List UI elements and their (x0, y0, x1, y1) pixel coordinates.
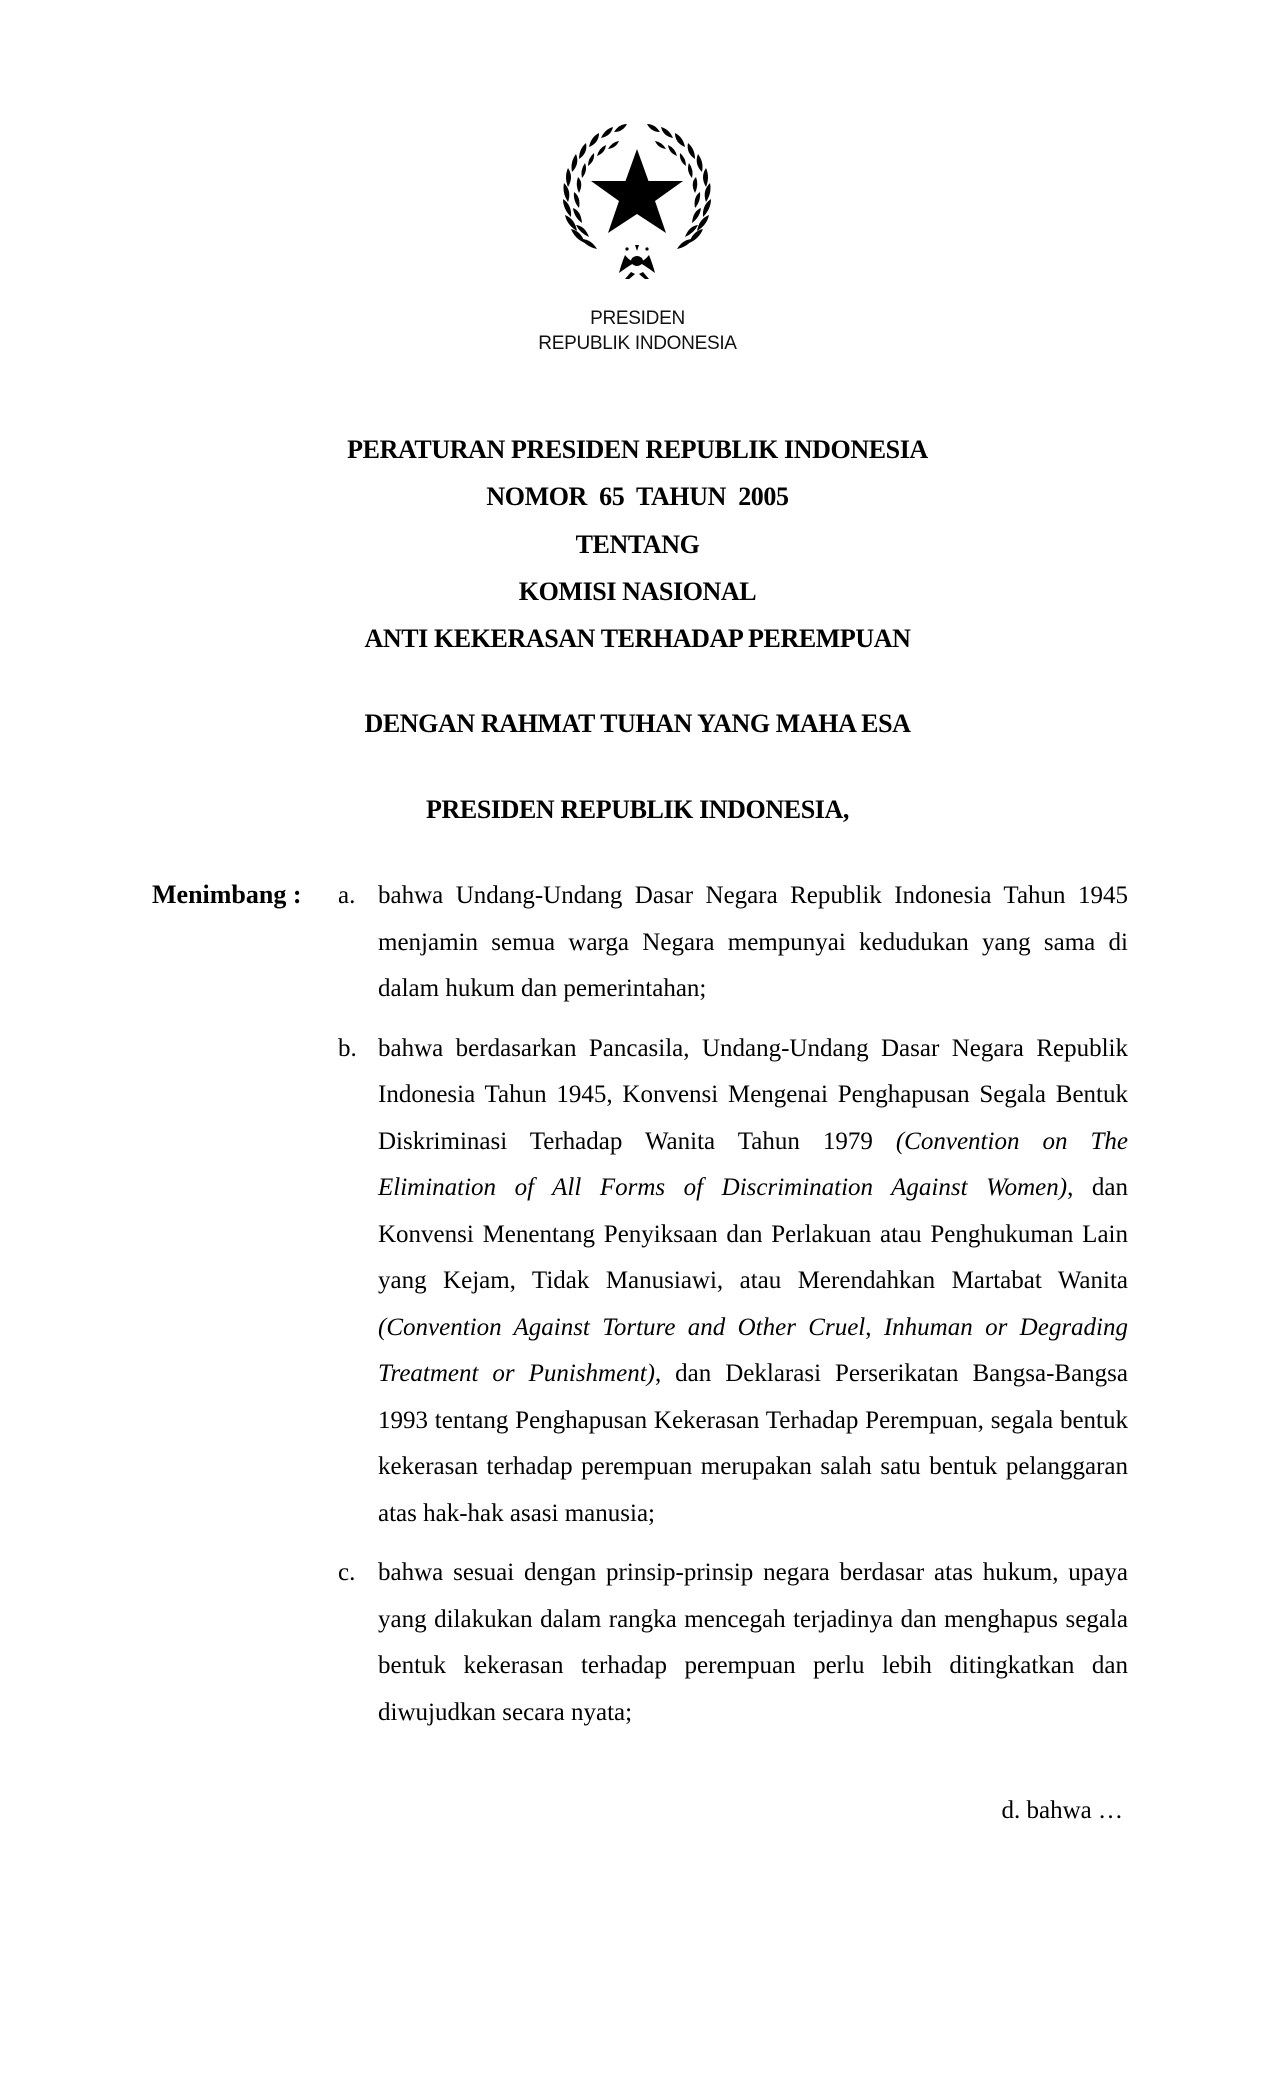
title-line-subject: ANTI KEKERASAN TERHADAP PEREMPUAN (364, 624, 911, 654)
considering-list (338, 873, 1128, 1749)
page-continuation-catchword: d. bahwa … (1001, 1797, 1123, 1824)
item-text (378, 1550, 1128, 1736)
item-marker: c. (338, 1559, 356, 1586)
letterhead-president: PRESIDEN (590, 308, 685, 329)
invocation-heading: DENGAN RAHMAT TUHAN YANG MAHA ESA (364, 709, 911, 738)
italic-term: Inhuman or Degrading Treatment or Punishment) (378, 1313, 1128, 1387)
considering-label: Menimbang : (152, 880, 302, 909)
text-segment: bahwa sesuai dengan prinsip-prinsip negara berdasar atas hukum, upaya yang dilakukan dalam rangka mencegah terjadinya dan menghapus segala bentuk kekerasan terhadap perempuan perlu lebih ditingkatkan dan diwujudkan secara nyata; (378, 1559, 1128, 1726)
text-segment: , dan Deklarasi Perserikatan Bangsa-Bangsa 1993 tentang Penghapusan Kekerasan Terhadap Perempuan, segala bentuk kekerasan terhadap perempuan merupakan salah satu bentuk pelanggaran atas hak-hak asasi manusia; (378, 1360, 1128, 1527)
issuer-heading: PRESIDEN REPUBLIK INDONESIA, (426, 795, 849, 824)
regulation-title (0, 426, 1275, 662)
italic-term: (Convention on The Elimination of All Forms of Discrimination Against Women) (378, 1127, 1128, 1201)
presidential-emblem-icon (555, 115, 719, 279)
text-segment: bahwa Undang-Undang Dasar Negara Republik Indonesia Tahun 1945 menjamin semua warga Negara mempunyai kedudukan yang sama di dalam hukum dan pemerintahan; (378, 882, 1128, 1002)
considering-item-a (338, 873, 1128, 1013)
title-line-number-year: NOMOR 65 TAHUN 2005 (486, 482, 789, 512)
text-segment: , (865, 1313, 884, 1341)
considering-item-b (338, 1026, 1128, 1538)
text-segment: bahwa berdasarkan Pancasila, Undang-Undang Dasar Negara Republik Indonesia Tahun 1945, Konvensi Mengenai Penghapusan Segala Bentuk Diskriminasi Terhadap Wanita Tahun 1979 (378, 1034, 1128, 1155)
title-line-regulation: PERATURAN PRESIDEN REPUBLIK INDONESIA (347, 435, 928, 464)
considering-item-c (338, 1550, 1128, 1736)
item-marker: b. (338, 1034, 357, 1062)
item-marker: a. (338, 882, 356, 909)
item-text (378, 873, 1128, 1013)
italic-term: (Convention Against Torture and Other Cruel (378, 1313, 866, 1341)
title-line-commission: KOMISI NASIONAL (518, 576, 757, 606)
letterhead-republic: REPUBLIK INDONESIA (538, 333, 737, 354)
letterhead (0, 306, 1275, 356)
title-line-concerning: TENTANG (575, 529, 700, 559)
item-text (378, 1026, 1128, 1538)
text-segment: , dan Konvensi Menentang Penyiksaan dan Perlakuan atau Penghukuman Lain yang Kejam, Tidak Manusiawi, atau Merendahkan Martabat Wanita (378, 1174, 1128, 1294)
